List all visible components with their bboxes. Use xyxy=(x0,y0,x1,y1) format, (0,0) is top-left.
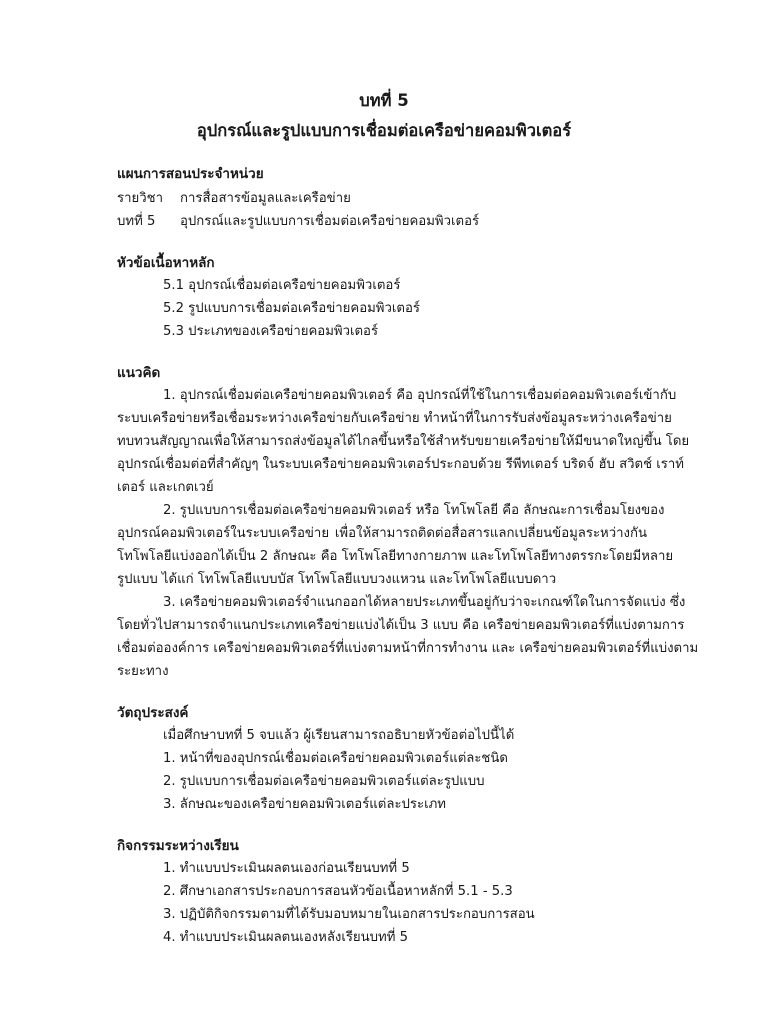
plan-value-chapter: อุปกรณ์และรูปแบบการเชื่อมต่อเครือข่ายคอมพิวเตอร์ xyxy=(180,214,480,229)
concept-line: เชื่อมต่อองค์การ เครือข่ายคอมพิวเตอร์ที่แบ่งตามหน้าที่การทำงาน และ เครือข่ายคอมพิวเตอร์ที่แบ่งตาม xyxy=(117,641,699,656)
concept-line: โทโพโลยีแบ่งออกได้เป็น 2 ลักษณะ คือ โทโพโลยีทางกายภาพ และโทโพโลยีทางตรรกะโดยมีหลาย xyxy=(117,549,674,564)
activities-heading: กิจกรรมระหว่างเรียน xyxy=(117,838,239,854)
concept-line: รูปแบบ ได้แก่ โทโพโลยีแบบบัส โทโพโลยีแบบวงแหวน และโทโพโลยีแบบดาว xyxy=(117,572,557,587)
concept-line: ระยะทาง xyxy=(117,664,169,679)
topic-item: 5.1 อุปกรณ์เชื่อมต่อเครือข่ายคอมพิวเตอร์ xyxy=(163,278,401,293)
chapter-title: อุปกรณ์และรูปแบบการเชื่อมต่อเครือข่ายคอมพิวเตอร์ xyxy=(196,121,572,140)
topic-item: 5.2 รูปแบบการเชื่อมต่อเครือข่ายคอมพิวเตอร์ xyxy=(163,301,420,316)
concept-line: ทบทวนสัญญาณเพื่อให้สามารถส่งข้อมูลได้ไกลขึ้นหรือใช้สำหรับขยายเครือข่ายให้มีขนาดใหญ่ขึ้น โดย xyxy=(117,434,690,449)
topic-item: 5.3 ประเภทของเครือข่ายคอมพิวเตอร์ xyxy=(163,324,379,339)
objective-item: 2. รูปแบบการเชื่อมต่อเครือข่ายคอมพิวเตอร์แต่ละรูปแบบ xyxy=(163,774,485,789)
plan-heading: แผนการสอนประจำหน่วย xyxy=(117,166,264,182)
activity-item: 1. ทำแบบประเมินผลตนเองก่อนเรียนบทที่ 5 xyxy=(163,861,410,876)
concept-line: 3. เครือข่ายคอมพิวเตอร์จำแนกออกได้หลายประเภทขึ้นอยู่กับว่าจะเกณฑ์ใดในการจัดแบ่ง ซึ่ง xyxy=(163,595,686,610)
objectives-intro: เมื่อศึกษาบทที่ 5 จบแล้ว ผู้เรียนสามารถอธิบายหัวข้อต่อไปนี้ได้ xyxy=(163,728,515,743)
objective-item: 3. ลักษณะของเครือข่ายคอมพิวเตอร์แต่ละประเภท xyxy=(163,797,446,812)
objectives-heading: วัตถุประสงค์ xyxy=(117,705,189,721)
chapter-number: บทที่ 5 xyxy=(359,91,409,110)
activity-item: 4. ทำแบบประเมินผลตนเองหลังเรียนบทที่ 5 xyxy=(163,930,409,945)
topics-heading: หัวข้อเนื้อหาหลัก xyxy=(117,255,215,271)
plan-value-subject: การสื่อสารข้อมูลและเครือข่าย xyxy=(180,191,351,206)
activity-item: 3. ปฏิบัติกิจกรรมตามที่ได้รับมอบหมายในเอกสารประกอบการสอน xyxy=(163,907,535,922)
concept-line: 1. อุปกรณ์เชื่อมต่อเครือข่ายคอมพิวเตอร์ คือ อุปกรณ์ที่ใช้ในการเชื่อมต่อคอมพิวเตอร์เข้ากับ xyxy=(163,388,677,403)
concept-heading: แนวคิด xyxy=(117,365,161,381)
objective-item: 1. หน้าที่ของอุปกรณ์เชื่อมต่อเครือข่ายคอมพิวเตอร์แต่ละชนิด xyxy=(163,751,508,766)
plan-label-chapter: บทที่ 5 xyxy=(117,214,156,229)
concept-line: อุปกรณ์เชื่อมต่อที่สำคัญๆ ในระบบเครือข่ายคอมพิวเตอร์ประกอบด้วย รีพีทเตอร์ บริดจ์ ฮับ สวิตช์ เราท์ xyxy=(117,457,684,472)
concept-line: 2. รูปแบบการเชื่อมต่อเครือข่ายคอมพิวเตอร์ หรือ โทโพโลยี คือ ลักษณะการเชื่อมโยงของ xyxy=(163,503,665,518)
concept-line: ระบบเครือข่ายหรือเชื่อมระหว่างเครือข่ายกับเครือข่าย ทำหน้าที่ในการรับส่งข้อมูลระหว่างเครือข่าย xyxy=(117,411,672,426)
plan-label-subject: รายวิชา xyxy=(117,191,163,206)
concept-line: เตอร์ และเกตเวย์ xyxy=(117,480,214,495)
activity-item: 2. ศึกษาเอกสารประกอบการสอนหัวข้อเนื้อหาหลักที่ 5.1 - 5.3 xyxy=(163,884,513,899)
concept-line: โดยทั่วไปสามารถจำแนกประเภทเครือข่ายแบ่งได้เป็น 3 แบบ คือ เครือข่ายคอมพิวเตอร์ที่แบ่งตามการ xyxy=(117,618,685,633)
concept-line: อุปกรณ์คอมพิวเตอร์ในระบบเครือข่าย เพื่อให้สามารถติดต่อสื่อสารแลกเปลี่ยนข้อมูลระหว่างกัน xyxy=(117,526,647,541)
